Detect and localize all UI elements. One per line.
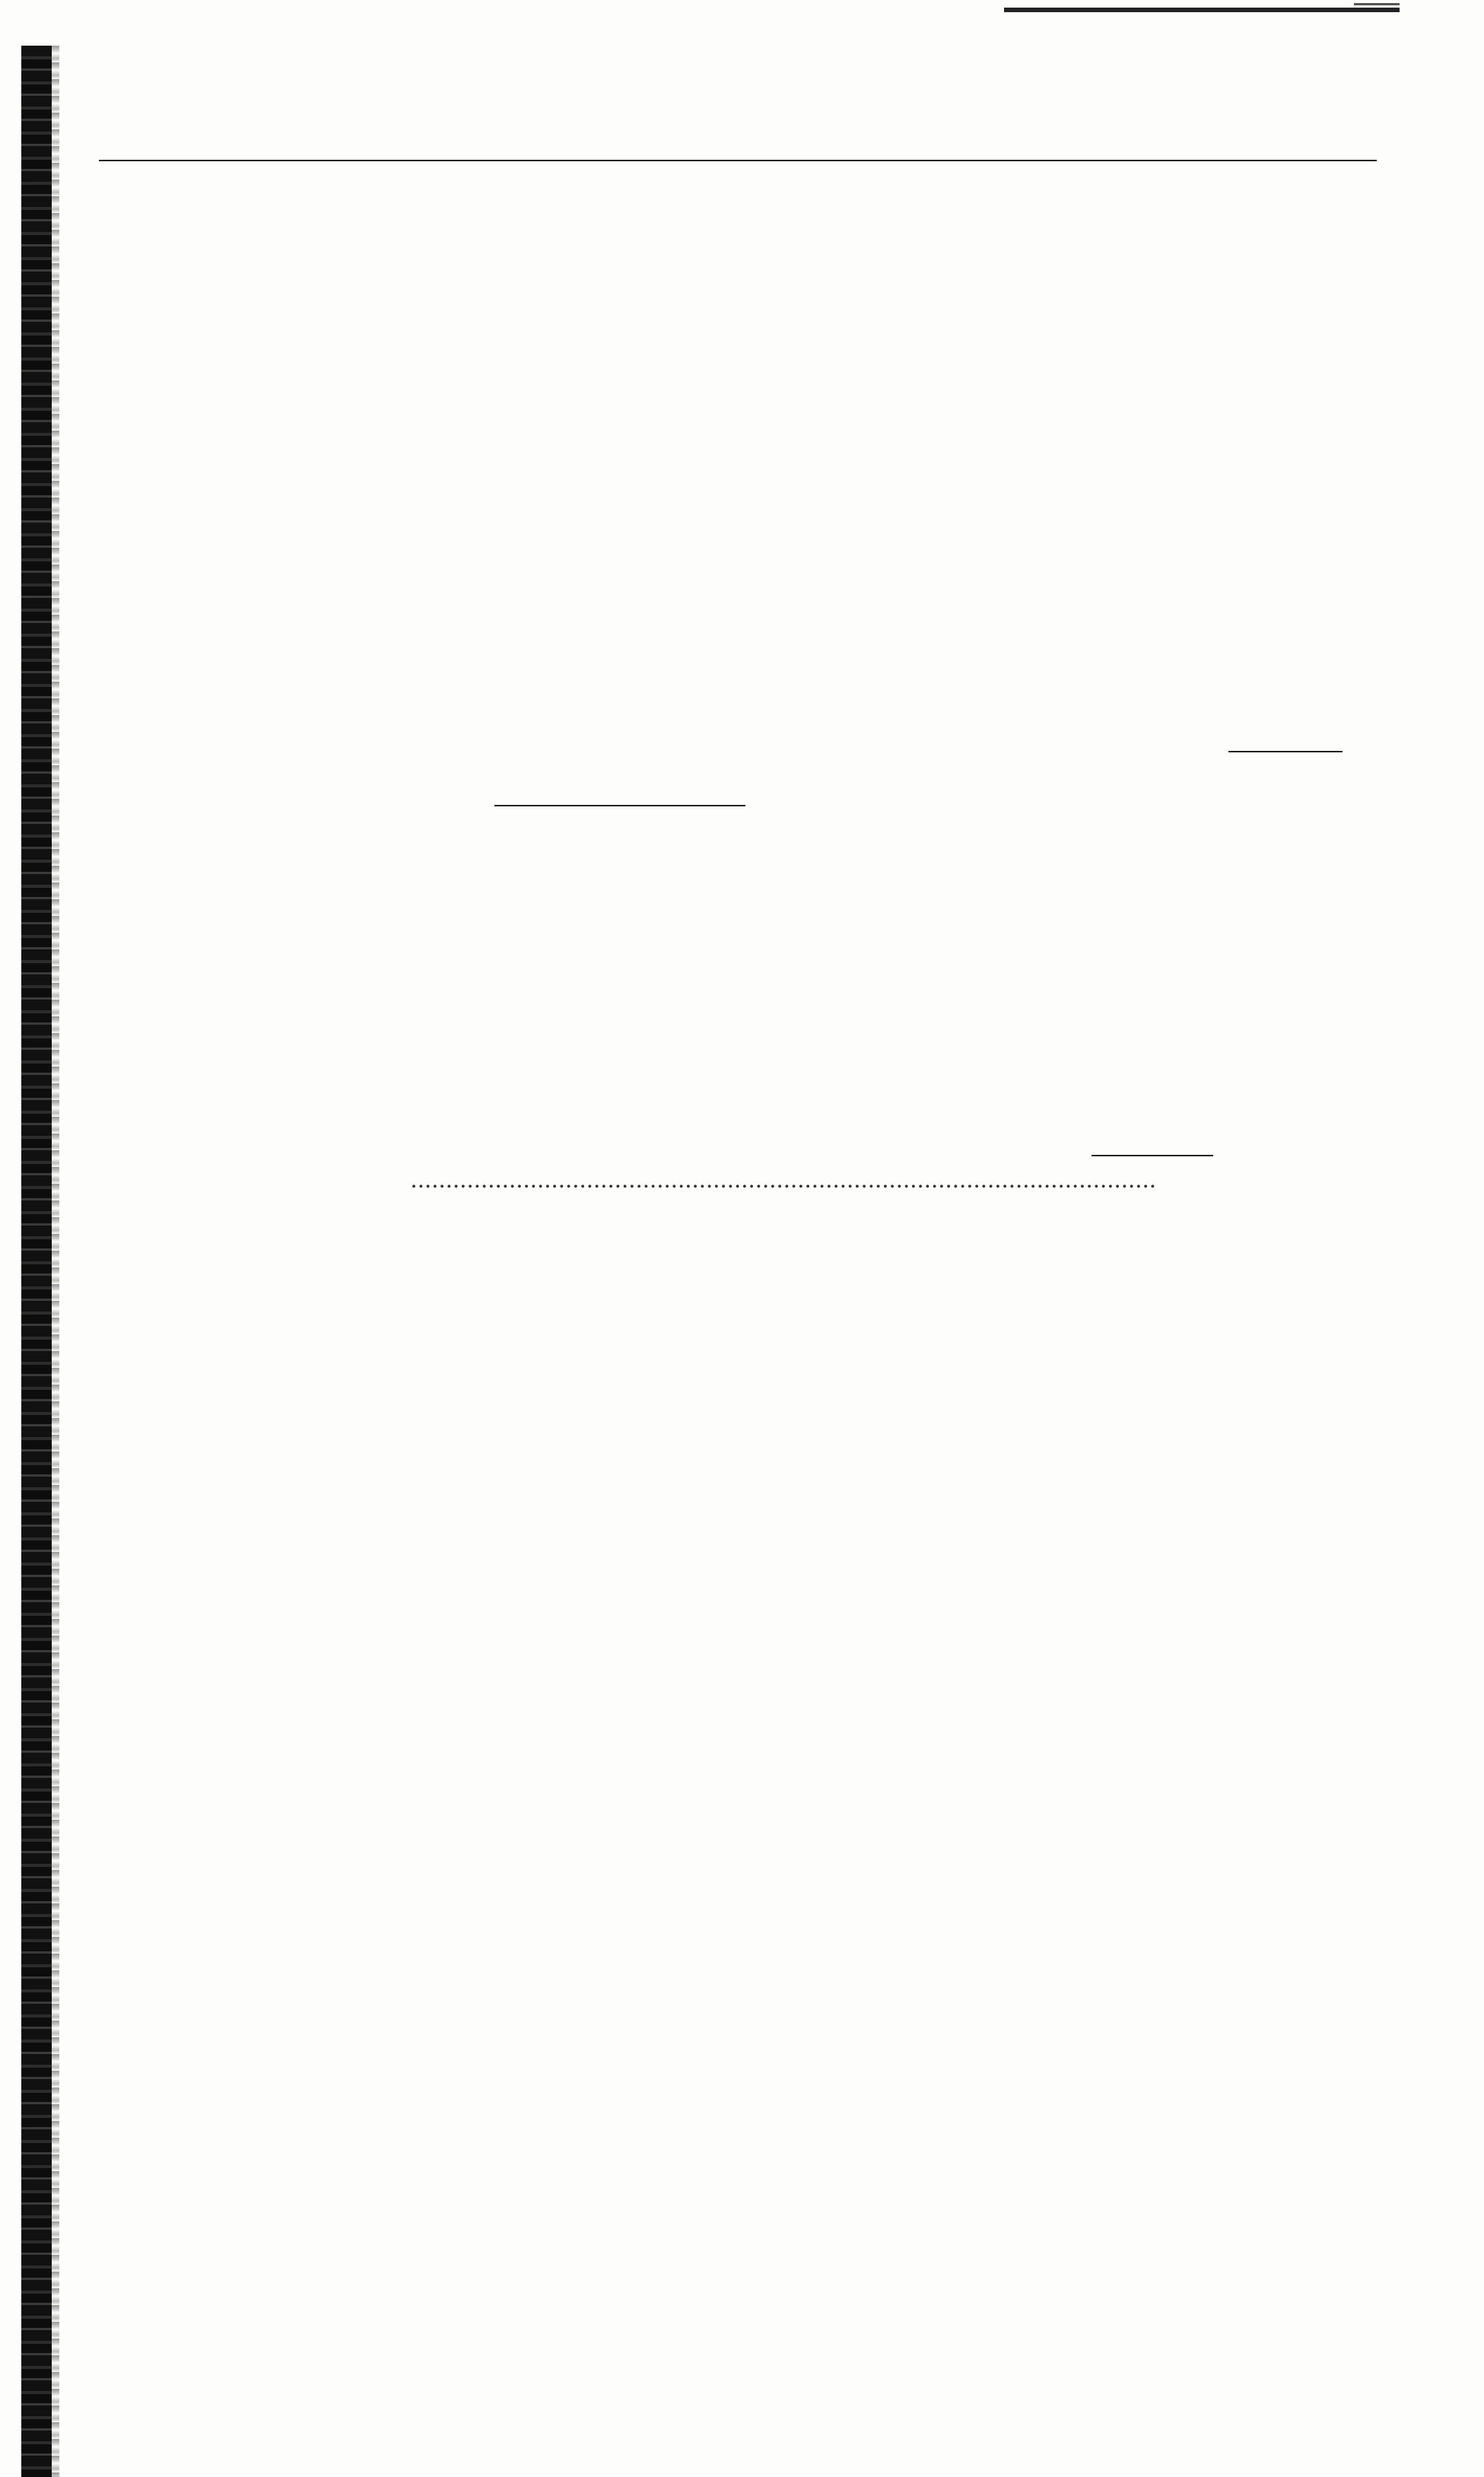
by-balance-leader: ..........................................................................................................: [411, 1166, 1157, 1194]
page-binding-shadow: [52, 46, 59, 2477]
cr-subtotal-rule: [1092, 1155, 1213, 1156]
scan-top-rule: [1004, 8, 1400, 12]
section-divider-rule: [494, 805, 745, 806]
scan-top-rule-mark: [1354, 3, 1400, 5]
top-total-rule: [1228, 751, 1343, 752]
page-binding-edge: [21, 46, 52, 2477]
header-rule: [99, 160, 1377, 161]
